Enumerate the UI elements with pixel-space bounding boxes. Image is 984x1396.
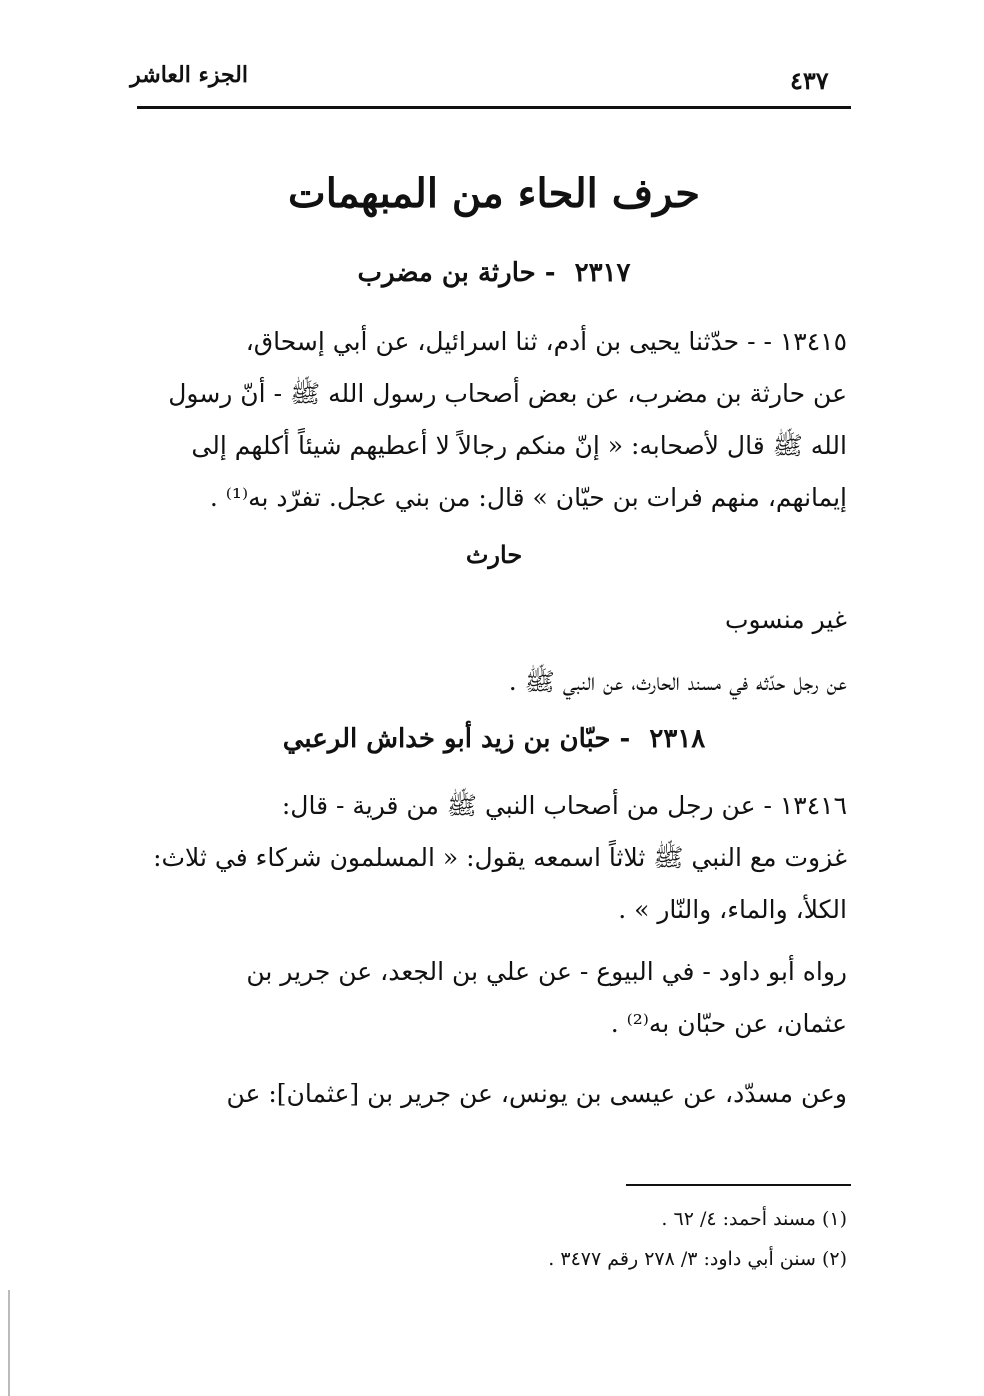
sub-heading: حارث	[465, 540, 523, 569]
footnote: (١) مسند أحمد: ٤/ ٦٢ .	[661, 1208, 847, 1230]
hadith-paragraph	[139, 316, 847, 524]
text-line: ١٣٤١٥ - - حدّثنا يحيى بن أدم، ثنا اسرائيل، عن أبي إسحاق،	[245, 327, 847, 356]
note-paragraph	[139, 656, 847, 708]
chapter-title: حرف الحاء من المبهمات	[288, 170, 700, 217]
text-line: رواه أبو داود - في البيوع - عن علي بن الجعد، عن جرير بن	[246, 957, 847, 986]
footnote-rule	[626, 1184, 851, 1186]
entry-heading	[137, 724, 851, 754]
entry-dash: -	[619, 724, 631, 754]
text-line: عن حارثة بن مضرب، عن بعض أصحاب رسول الله ﷺ - أنّ رسول	[168, 379, 847, 408]
entry-dash: -	[544, 258, 556, 288]
text-line: إيمانهم، منهم فرات بن حيّان » قال: من بني عجل. تفرّد به⁽¹⁾ .	[209, 483, 847, 512]
entry-number: ٢٣١٧	[574, 258, 631, 288]
riwaya-paragraph	[139, 946, 847, 1050]
text-line: عن رجل حدّثه في مسند الحارث، عن النبي ﷺ .	[508, 667, 847, 696]
text-line: غزوت مع النبي ﷺ ثلاثاً اسمعه يقول: « المسلمون شركاء في ثلاث:	[153, 843, 847, 872]
entry-title: حبّان بن زيد أبو خداش الرعبي	[282, 724, 611, 754]
scan-edge-mark	[8, 1290, 10, 1396]
entry-title: حارثة بن مضرب	[357, 258, 536, 288]
note-paragraph	[139, 594, 847, 646]
hadith-paragraph	[139, 780, 847, 936]
text-line: وعن مسدّد، عن عيسى بن يونس، عن جرير بن [عثمان]: عن	[226, 1079, 847, 1108]
entry-number: ٢٣١٨	[649, 724, 706, 754]
text-line: غير منسوب	[724, 605, 847, 634]
text-line: الكلأ، والماء، والنّار » .	[618, 895, 847, 924]
continuation-paragraph	[139, 1068, 847, 1120]
running-title: الجزء العاشر	[130, 62, 248, 88]
header-rule	[137, 106, 851, 109]
text-line: عثمان، عن حبّان به⁽²⁾ .	[610, 1009, 847, 1038]
text-line: الله ﷺ قال لأصحابه: « إنّ منكم رجالاً لا أعطيهم شيئاً أكلهم إلى	[191, 431, 847, 460]
text-line: ١٣٤١٦ - عن رجل من أصحاب النبي ﷺ من قرية - قال:	[281, 791, 847, 820]
page-number: ٤٣٧	[790, 66, 829, 95]
entry-heading	[137, 258, 851, 288]
footnote: (٢) سنن أبي داود: ٣/ ٢٧٨ رقم ٣٤٧٧ .	[548, 1248, 847, 1270]
